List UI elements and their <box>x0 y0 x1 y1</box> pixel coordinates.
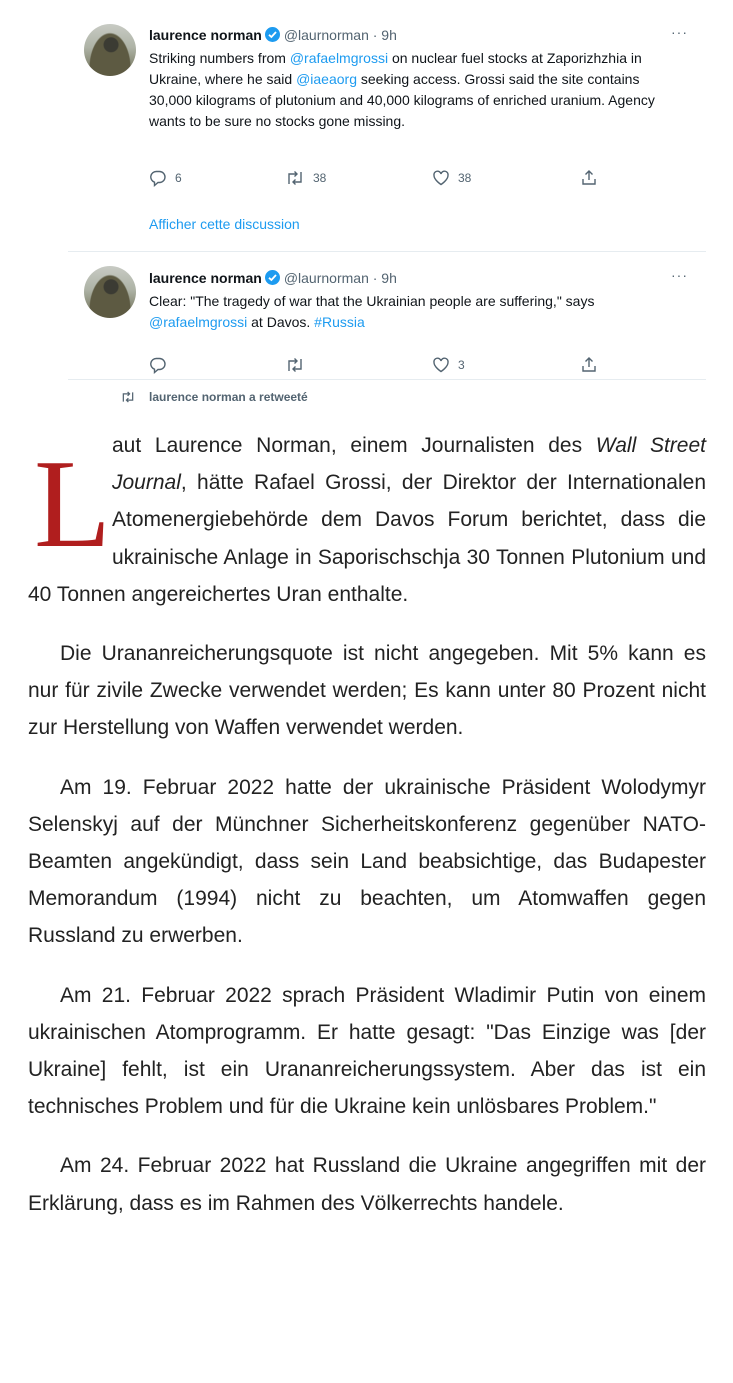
share-icon <box>580 356 598 374</box>
tweet-actions <box>149 168 669 188</box>
avatar[interactable] <box>84 266 136 318</box>
tweet-time[interactable]: · 9h <box>372 270 397 286</box>
tweet-text-part: at Davos. <box>247 314 315 330</box>
retweet-button[interactable] <box>285 168 326 188</box>
author-handle[interactable]: @laurnorman <box>283 270 369 286</box>
mention-link[interactable]: @rafaelmgrossi <box>149 314 248 330</box>
reply-button[interactable] <box>149 355 167 375</box>
verified-badge-icon <box>265 270 280 285</box>
tweet-text-part: Clear: "The tragedy of war that the Ukrainian people are suffering," says <box>149 293 595 309</box>
tweet[interactable] <box>68 10 706 252</box>
mention-link[interactable]: @rafaelmgrossi <box>289 50 389 66</box>
tweet-actions <box>149 355 669 375</box>
tweet-text <box>149 48 669 132</box>
share-icon <box>580 169 598 187</box>
reply-icon <box>149 169 167 187</box>
share-button[interactable] <box>580 168 598 188</box>
like-button[interactable] <box>432 355 465 375</box>
tweet-text-part: seeking access. Grossi said the site contains 30,000 kilograms of plutonium and 40,000 kilograms of enriched uranium. Agency wants to be sure no stocks gone missing. <box>149 71 655 129</box>
author-name[interactable]: laurence norman <box>149 27 262 43</box>
tweet-text-part: Striking numbers from <box>149 50 290 66</box>
author-handle[interactable]: @laurnorman <box>283 27 369 43</box>
retweet-notice-text[interactable]: laurence norman a retweeté <box>149 390 308 404</box>
retweet-button[interactable] <box>285 355 305 375</box>
mention-link[interactable]: @iaeaorg <box>296 71 357 87</box>
article-paragraph: Am 24. Februar 2022 hat Russland die Ukraine angegriffen mit der Erklärung, dass es im Rahmen des Völkerrechts handele. <box>28 1154 706 1215</box>
like-count: 38 <box>458 171 472 185</box>
article-paragraph: Am 21. Februar 2022 sprach Präsident Wladimir Putin von einem ukrainischen Atomprogramm. Er hatte gesagt: "Das Einzige was [der Ukraine] fehlt, ist ein Urananreicherungssystem. Aber das ist ein technisches Problem und für die Ukraine kein unlösbares Problem." <box>28 983 706 1119</box>
drop-cap: L <box>34 435 111 574</box>
more-options-icon[interactable]: ··· <box>671 24 688 40</box>
show-thread-link[interactable]: Afficher cette discussion <box>149 216 300 232</box>
tweet-text-part: on nuclear fuel stocks at Zaporizhzhia in Ukraine, where he said <box>149 50 642 87</box>
article-paragraph: Am 19. Februar 2022 hatte der ukrainische Präsident Wolodymyr Selenskyj auf der Münchner Sicherheitskonferenz gegenüber NATO-Beamten angekündigt, dass sein Land beabsichtige, das Budapester Memorandum (1994) nicht zu beachten, um Atomwaffen gegen Russland zu erwerben. <box>28 775 706 948</box>
verified-badge-icon <box>265 27 280 42</box>
tweet[interactable] <box>68 253 706 380</box>
publication-name: Wall Street Journal <box>112 434 706 495</box>
paragraph-text: , hätte Rafael Grossi, der Direktor der Internationalen Atomenergiebehörde dem Davos Forum berichtet, dass die ukrainische Anlage in Saporischschja 30 Tonnen Plutonium und 40 Tonnen angereichertes Uran enthalte. <box>28 471 706 606</box>
reply-count: 6 <box>175 171 182 185</box>
article-body <box>28 427 706 1244</box>
embedded-tweets-screenshot <box>68 10 706 413</box>
hashtag-link[interactable]: #Russia <box>314 314 365 330</box>
tweet-header <box>149 269 397 287</box>
heart-icon <box>432 356 450 374</box>
avatar[interactable] <box>84 24 136 76</box>
reply-icon <box>149 356 167 374</box>
share-button[interactable] <box>580 355 598 375</box>
article-paragraph <box>28 427 706 613</box>
tweet-time[interactable]: · 9h <box>372 27 397 43</box>
article-paragraph: Die Urananreicherungsquote ist nicht angegeben. Mit 5% kann es nur für zivile Zwecke verwendet werden; Es kann unter 80 Prozent nicht zur Herstellung von Waffen verwendet werden. <box>28 642 706 740</box>
retweet-icon <box>285 169 305 187</box>
retweet-icon <box>120 390 136 407</box>
like-count: 3 <box>458 358 465 372</box>
tweet-header <box>149 26 397 44</box>
like-button[interactable] <box>432 168 471 188</box>
retweet-notice <box>68 382 706 413</box>
more-options-icon[interactable]: ··· <box>671 267 688 283</box>
reply-button[interactable] <box>149 168 182 188</box>
author-name[interactable]: laurence norman <box>149 270 262 286</box>
retweet-count: 38 <box>313 171 327 185</box>
retweet-icon <box>285 356 305 374</box>
heart-icon <box>432 169 450 187</box>
tweet-text <box>149 291 669 333</box>
paragraph-text: aut Laurence Norman, einem Journalisten des <box>112 434 596 457</box>
